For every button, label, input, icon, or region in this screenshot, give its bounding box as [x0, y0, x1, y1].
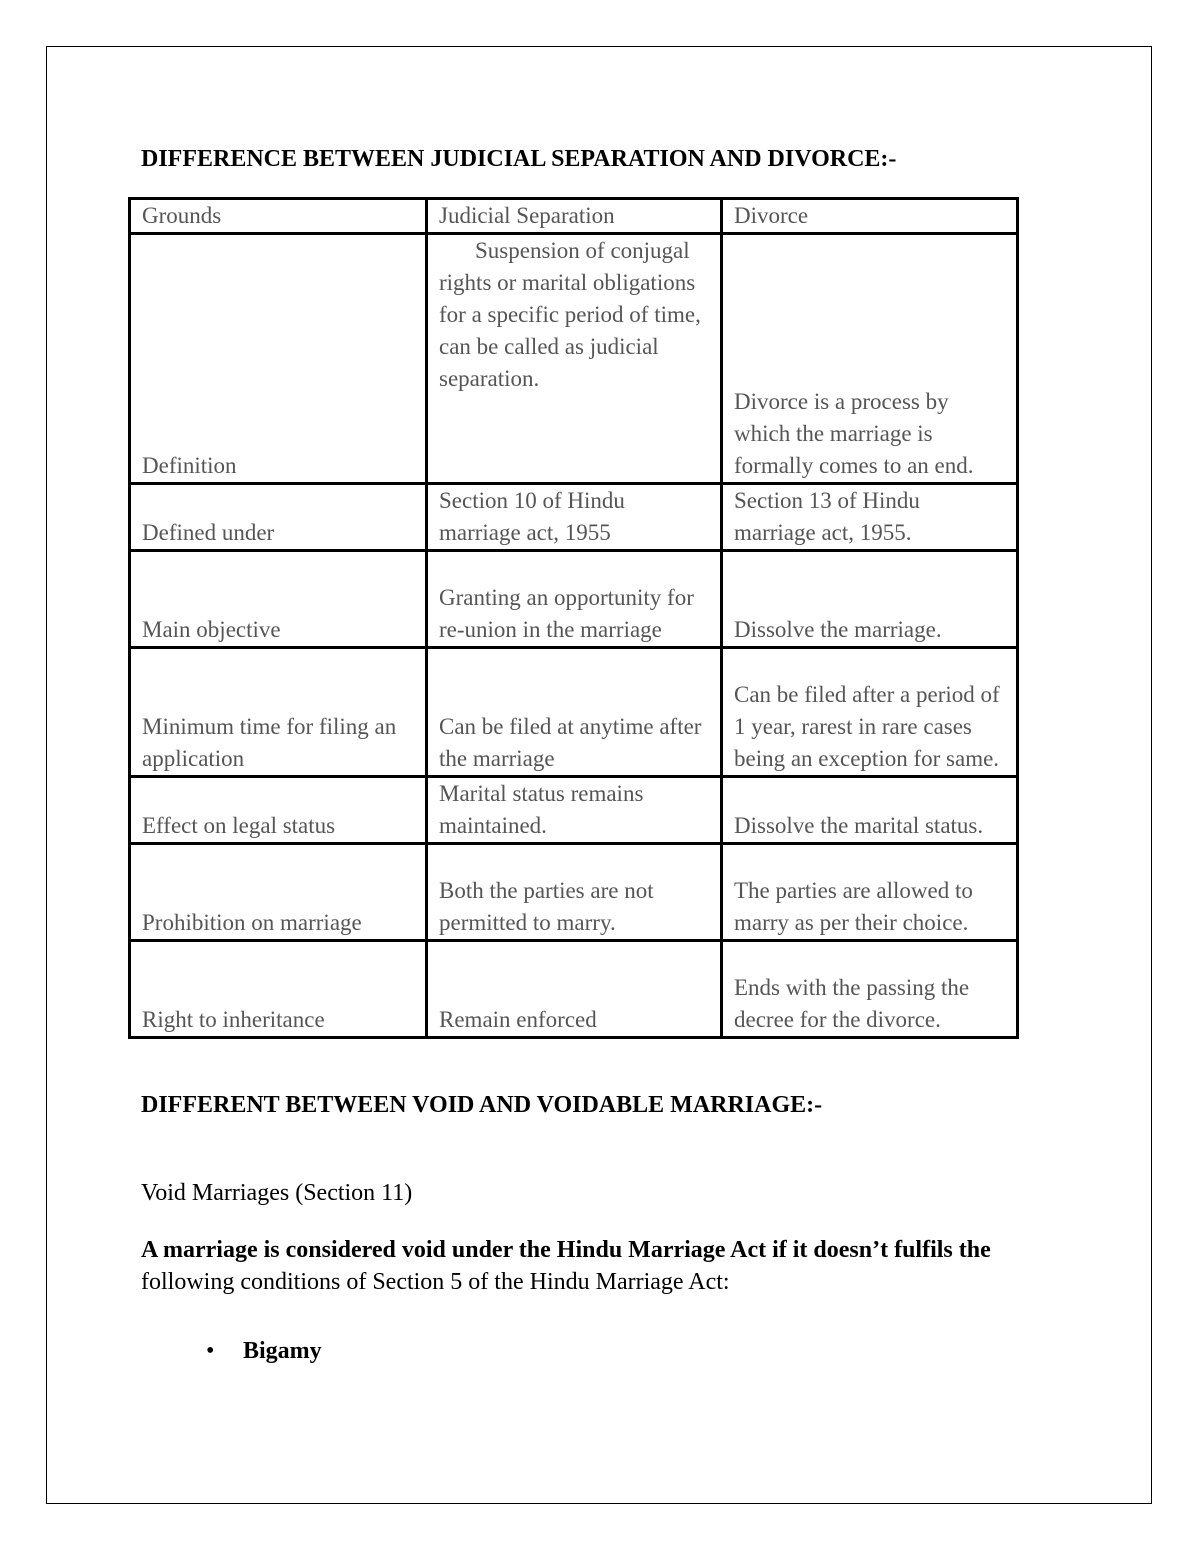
header-cell-grounds: Grounds — [130, 199, 427, 234]
header-cell-judicial-separation: Judicial Separation — [427, 199, 722, 234]
conditions-list — [200, 1335, 322, 1367]
cell-divorce: Divorce is a process by which the marriage is formally comes to an end. — [722, 234, 1018, 484]
table-header-row — [130, 199, 1018, 234]
cell-judicial-separation: Can be filed at anytime after the marriage — [427, 648, 722, 777]
cell-ground: Defined under — [130, 484, 427, 551]
cell-divorce: Section 13 of Hindu marriage act, 1955. — [722, 484, 1018, 551]
cell-divorce: Can be filed after a period of 1 year, rarest in rare cases being an exception for same. — [722, 648, 1018, 777]
cell-divorce: The parties are allowed to marry as per their choice. — [722, 844, 1018, 941]
table-row — [130, 844, 1018, 941]
cell-ground: Prohibition on marriage — [130, 844, 427, 941]
cell-ground: Main objective — [130, 551, 427, 648]
section-heading-void-vs-voidable: DIFFERENT BETWEEN VOID AND VOIDABLE MARRIAGE:- — [141, 1092, 823, 1118]
table-row — [130, 648, 1018, 777]
comparison-table — [128, 197, 1019, 1039]
header-cell-divorce: Divorce — [722, 199, 1018, 234]
cell-text: Suspension of conjugal rights or marital obligations for a specific period of time, can be called as judicial separation. — [439, 238, 701, 391]
void-marriages-intro — [141, 1234, 1081, 1298]
cell-judicial-separation — [427, 234, 722, 484]
cell-judicial-separation: Remain enforced — [427, 941, 722, 1038]
table-row — [130, 777, 1018, 844]
list-item-label: Bigamy — [243, 1338, 322, 1364]
table-row — [130, 941, 1018, 1038]
cell-ground: Right to inheritance — [130, 941, 427, 1038]
bullet-icon: • — [206, 1338, 215, 1364]
cell-ground: Definition — [130, 234, 427, 484]
cell-divorce: Dissolve the marriage. — [722, 551, 1018, 648]
cell-judicial-separation: Granting an opportunity for re-union in the marriage — [427, 551, 722, 648]
intro-bold-text: A marriage is considered void under the Hindu Marriage Act if it doesn’t fulfils the — [141, 1237, 991, 1263]
cell-judicial-separation: Section 10 of Hindu marriage act, 1955 — [427, 484, 722, 551]
void-marriages-title: Void Marriages (Section 11) — [141, 1180, 413, 1206]
cell-judicial-separation: Both the parties are not permitted to marry. — [427, 844, 722, 941]
section-heading-judicial-vs-divorce: DIFFERENCE BETWEEN JUDICIAL SEPARATION AND DIVORCE:- — [141, 146, 897, 172]
cell-divorce: Dissolve the marital status. — [722, 777, 1018, 844]
intro-regular-text: following conditions of Section 5 of the Hindu Marriage Act: — [141, 1269, 730, 1295]
cell-ground: Effect on legal status — [130, 777, 427, 844]
table-row — [130, 234, 1018, 484]
cell-judicial-separation: Marital status remains maintained. — [427, 777, 722, 844]
cell-ground: Minimum time for filing an application — [130, 648, 427, 777]
cell-divorce: Ends with the passing the decree for the divorce. — [722, 941, 1018, 1038]
table-row — [130, 551, 1018, 648]
table-row — [130, 484, 1018, 551]
list-item — [200, 1335, 322, 1367]
